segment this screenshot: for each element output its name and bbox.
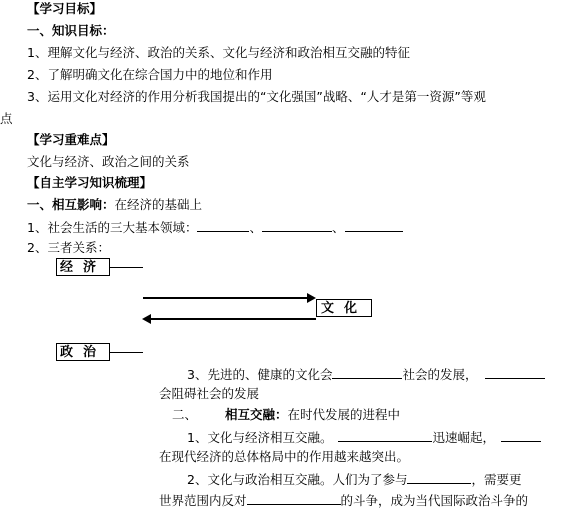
section-heading-goals: 【学习目标】 — [27, 1, 103, 16]
blank-field[interactable] — [197, 220, 249, 232]
connector-line — [110, 267, 143, 268]
arrowhead-left-icon — [142, 314, 151, 324]
key-points-text: 文化与经济、政治之间的关系 — [27, 154, 190, 169]
part2-item-1-text-b: 迅速崛起， — [432, 430, 495, 445]
goal-item-2: 2、了解明确文化在综合国力中的地位和作用 — [27, 67, 273, 82]
goal-item-1: 1、理解文化与经济、政治的关系、文化与经济和政治相互交融的特征 — [27, 45, 410, 60]
separator: 、 — [249, 220, 262, 235]
item-3-text-a: 3、先进的、健康的文化会 — [187, 367, 333, 382]
part2-label: 相互交融： — [225, 407, 288, 422]
part2-item-2-text-a: 2、文化与政治相互交融。人们为了参与 — [187, 472, 408, 487]
part2-item-2 — [187, 472, 521, 487]
connector-line — [110, 352, 143, 353]
section-heading-self-study: 【自主学习知识梳理】 — [27, 175, 153, 190]
part2-item-2-text-b: ，需要更 — [471, 472, 522, 487]
item-3-text-b: 社会的发展， — [402, 367, 478, 382]
goal-item-3: 3、运用文化对经济的作用分析我国提出的“文化强国”战略、“人才是第一资源”等观 — [27, 89, 486, 104]
question-2: 2、三者关系： — [27, 240, 110, 255]
culture-box: 文化 — [316, 299, 372, 317]
question-1-text: 1、社会生活的三大基本领域： — [27, 220, 198, 235]
blank-field[interactable] — [345, 220, 403, 232]
blank-field[interactable] — [247, 493, 341, 505]
politics-box: 政治 — [56, 343, 110, 361]
arrow-from-culture — [150, 318, 316, 320]
goal-item-3-continued: 点 — [0, 111, 13, 126]
part1-text: 在经济的基础上 — [114, 197, 203, 212]
item-3-line — [187, 367, 545, 382]
part2-text: 在时代发展的进程中 — [287, 407, 401, 422]
knowledge-goals-heading: 一、知识目标： — [27, 23, 115, 38]
part2-item-2-continued — [159, 493, 528, 508]
part1-line — [27, 199, 202, 212]
blank-field[interactable] — [501, 430, 541, 442]
separator: 、 — [331, 220, 345, 235]
blank-field[interactable] — [332, 367, 402, 379]
arrowhead-right-icon — [307, 293, 316, 303]
part2-item-1 — [187, 430, 541, 445]
item-3-continued: 会阻碍社会的发展 — [159, 386, 260, 401]
question-1 — [27, 220, 403, 235]
blank-field[interactable] — [262, 220, 332, 232]
blank-field[interactable] — [407, 472, 471, 484]
section-heading-key-points: 【学习重难点】 — [27, 132, 115, 147]
part2-number: 二、 — [172, 407, 198, 422]
part2-item-1-continued: 在现代经济的总体格局中的作用越来越突出。 — [159, 449, 410, 464]
part1-label: 一、相互影响： — [27, 197, 115, 212]
blank-field[interactable] — [338, 430, 432, 442]
economy-box: 经济 — [56, 258, 110, 276]
part2-item-2-cont-b: 的斗争，成为当代国际政治斗争的 — [340, 493, 529, 508]
arrow-to-culture — [143, 297, 308, 299]
blank-field[interactable] — [485, 367, 545, 379]
part2-line — [172, 409, 400, 422]
part2-item-2-cont-a: 世界范围内反对 — [159, 493, 247, 508]
part2-item-1-text-a: 1、文化与经济相互交融。 — [187, 430, 333, 445]
